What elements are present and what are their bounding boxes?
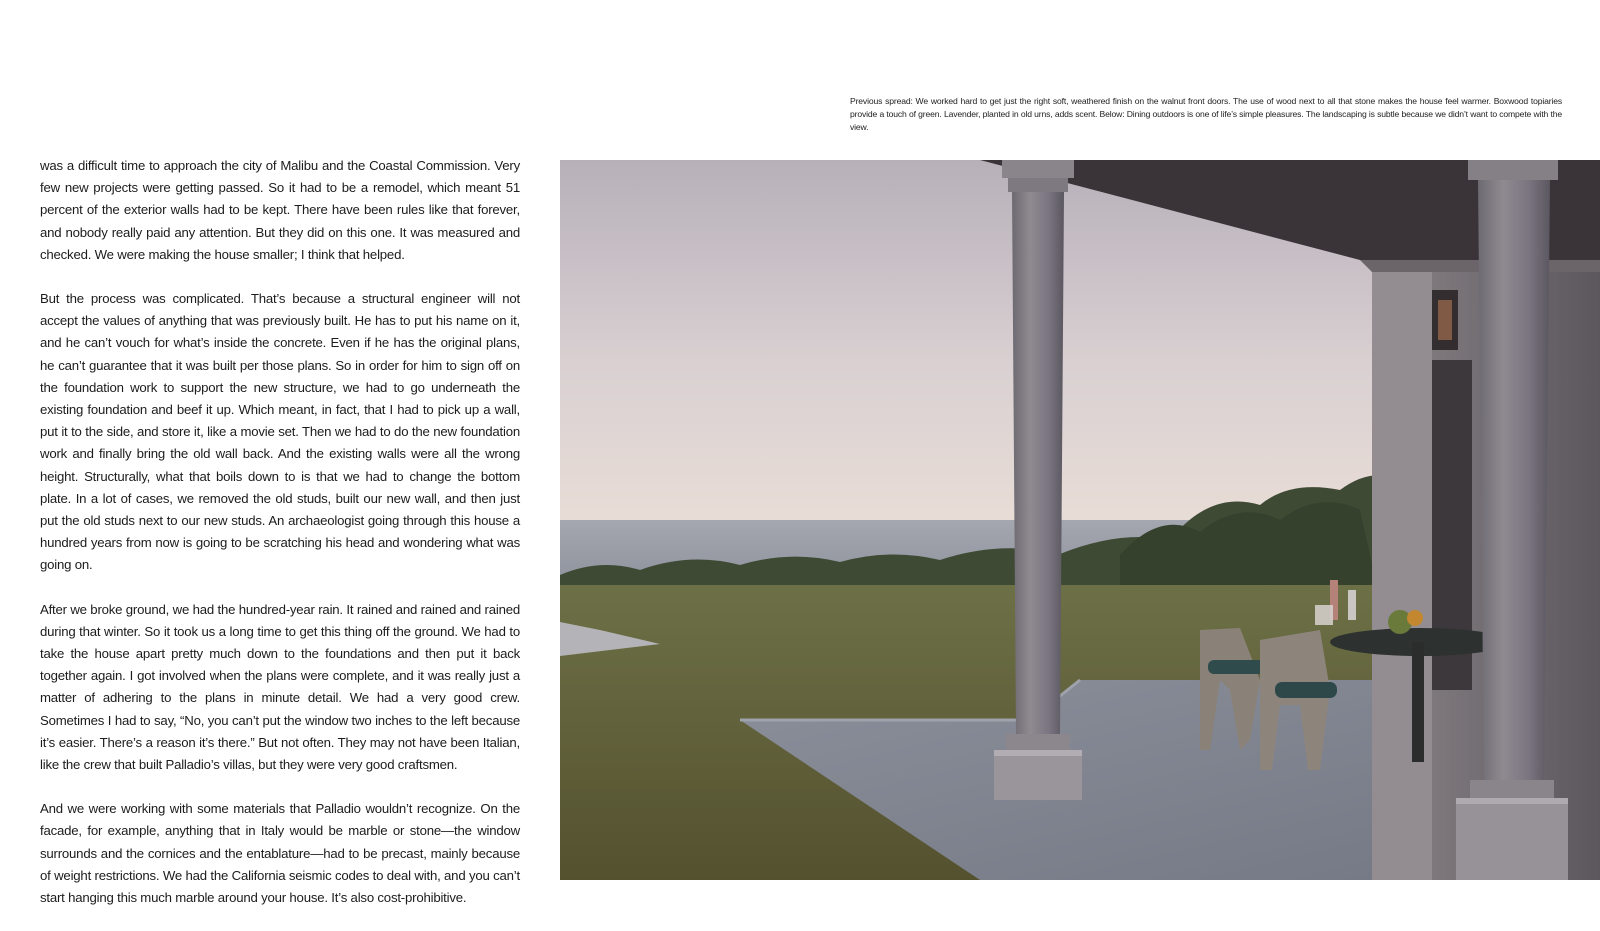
terrace-illustration bbox=[560, 160, 1600, 880]
paragraph-3: After we broke ground, we had the hundred-year rain. It rained and rained and rained during that winter. So it took us a long time to get this thing off the ground. We had to take the house apart pretty much down to the foundations and then put it back together again. I got involved when the plans were complete, and it was really just a matter of adhering to the plans in minute detail. We had a very good crew. Sometimes I had to say, “No, you can’t put the window two inches to the left because it’s easier. There’s a reason it’s there.” But not often. They may not have been Italian, like the crew that built Palladio’s villas, but they were very good craftsmen. bbox=[40, 601, 520, 773]
photo-caption: Previous spread: We worked hard to get just the right soft, weathered finish on the walnut front doors. The use of wood next to all that stone makes the house feel warmer. Boxwood topiaries provide a touch of green. Lavender, planted in old urns, adds scent. Below: Dining outdoors is one of life’s simple pleasures. The landscaping is subtle because we didn’t want to compete with the view. bbox=[850, 96, 1562, 132]
paragraph-4: And we were working with some materials that Palladio wouldn’t recognize. On the facade, for example, anything that in Italy would be marble or stone—the window surrounds and the cornices and the entablature—had to be precast, mainly because of weight restrictions. We had the California seismic codes to deal with, and you can’t start hanging this much marble around your house. It’s also cost-prohibitive. bbox=[40, 801, 520, 906]
terrace-photo bbox=[560, 160, 1600, 880]
body-text-column bbox=[40, 155, 520, 931]
paragraph-1: was a difficult time to approach the city of Malibu and the Coastal Commission. Very few new projects were getting passed. So it had to be a remodel, which meant 51 percent of the exterior walls had to be kept. There have been rules like that forever, and nobody really paid any attention. But they did on this one. It was measured and checked. We were making the house smaller; I think that helped. bbox=[40, 158, 520, 262]
paragraph-2: But the process was complicated. That’s because a structural engineer will not accept the values of anything that was previously built. He has to put his name on it, and he can’t vouch for what’s inside the concrete. Even if he has the original plans, he can’t guarantee that it was built per those plans. So in order for him to sign off on the foundation work to support the new structure, we had to go underneath the existing foundation and beef it up. Which meant, in fact, that I had to pick up a wall, put it to the side, and store it, like a movie set. Then we had to do the new foundation work and finally bring the old wall back. And the existing walls were all the wrong height. Structurally, what that boils down to is that we had to change the bottom plate. In a lot of cases, we removed the old studs, built our new wall, and then just put the old studs next to our new studs. An archaeologist going through this house a hundred years from now is going to be scratching his head and wondering what was going on. bbox=[40, 291, 520, 573]
